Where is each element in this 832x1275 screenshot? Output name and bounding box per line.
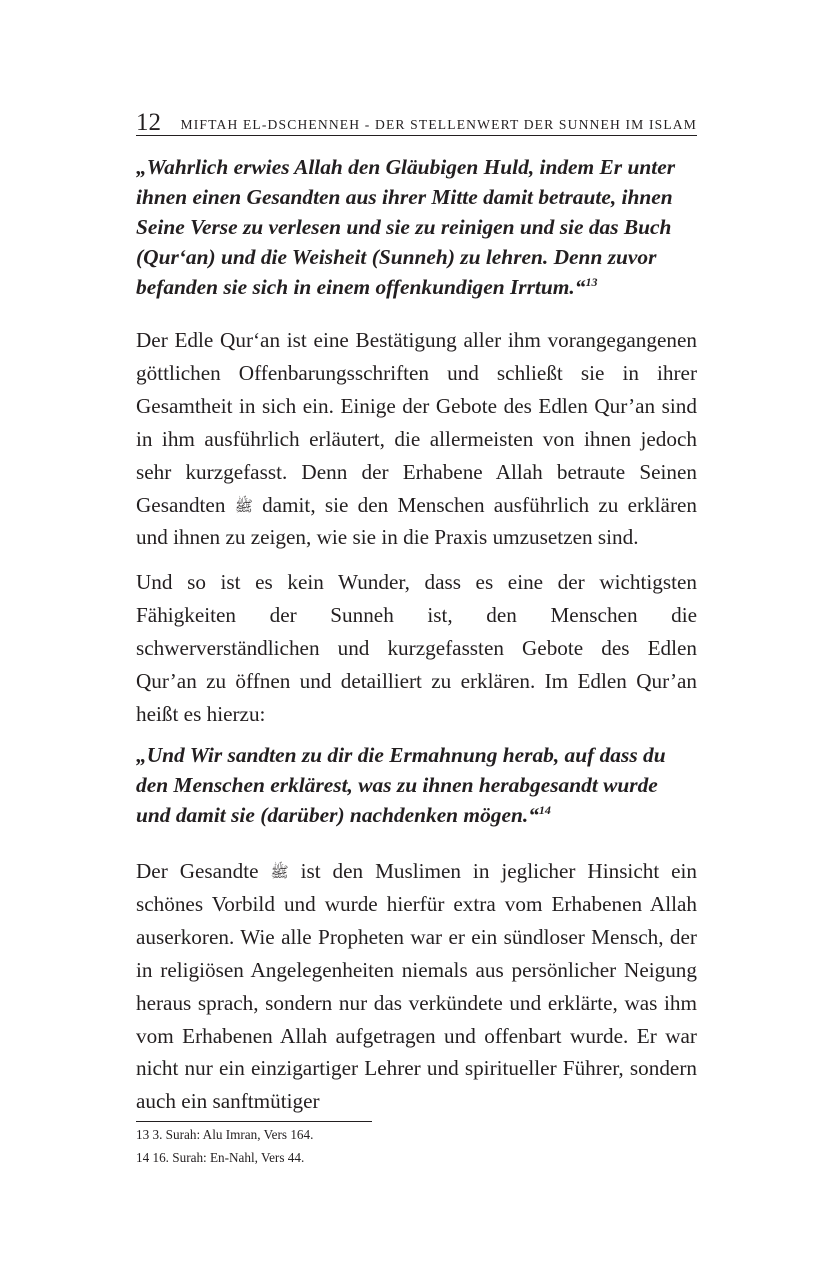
paragraph-text: ist den Muslimen in jeglicher Hinsicht ein schönes Vorbild und wurde hierfür extra vom Erhabenen Allah auserkoren. Wie alle Propheten war er ein sündloser Mensch, der in religiösen Angelegenheiten niemals aus persönlicher Neigung heraus sprach, sondern nur das verkündete und erklärte, was ihm vom Erhabenen Allah aufgetragen und offenbart wurde. Er war nicht nur ein einzigartiger Lehrer und spiritueller Führer, sondern auch ein sanftmütiger [136,859,698,1114]
paragraph-1 [136,324,697,554]
footnote-ref-13: 13 [585,275,598,289]
paragraph-text: Der Gesandte [136,859,259,883]
paragraph-text: damit, sie den Menschen ausführlich zu erklären und ihnen zu zeigen, wie sie in die Praxis umzusetzen sind. [136,492,698,550]
page-number: 12 [136,109,161,136]
page-header [136,109,697,137]
sallallahu-alaihi-wasallam-icon: ﷺ [270,865,289,881]
sallallahu-alaihi-wasallam-icon: ﷺ [234,498,253,515]
footnote-rule [136,1121,372,1122]
running-title: MIFTAH EL-DSCHENNEH - DER STELLENWERT DER SUNNEH IM ISLAM [180,117,697,132]
footnote-ref-14: 14 [538,803,551,817]
footnote-13: 13 3. Surah: Alu Imran, Vers 164. [136,1127,314,1142]
header-rule [136,135,697,136]
paragraph-3 [136,855,697,1118]
quran-quote-1 [136,152,697,302]
paragraph-2 [136,566,697,731]
paragraph-text: Und so ist es kein Wunder, dass es eine der wichtigsten Fähigkeiten der Sunneh ist, den Menschen die schwerverständlichen und kurzgefassten Gebote des Edlen Qur’an zu öffnen und detailliert zu erklären. Im Edlen Qur’an heißt es hierzu: [136,570,697,726]
quote-text: „Und Wir sandten zu dir die Ermahnung herab, auf dass du den Menschen erklärest, was zu ihnen herabgesandt wurde und damit sie (darüber) nachdenken mögen.“ [136,743,666,827]
quran-quote-2 [136,740,697,830]
paragraph-text: Der Edle Qur‘an ist eine Bestätigung aller ihm vorangegangenen göttlichen Offenbarungsschriften und schließt sie in ihrer Gesamtheit in sich ein. Einige der Gebote des Edlen Qur’an sind in ihm ausführlich erläutert, die allermeisten von ihnen jedoch sehr kurzgefasst. Denn der Erhabene Allah betraute Seinen Gesandten [136,328,697,517]
quote-text: „Wahrlich erwies Allah den Gläubigen Huld, indem Er unter ihnen einen Gesandten aus ihrer Mitte damit betraute, ihnen Seine Verse zu verlesen und sie zu reinigen und sie das Buch (Qur‘an) und die Weisheit (Sunneh) zu lehren. Denn zuvor befanden sie sich in einem offenkundigen Irrtum.“ [136,155,676,299]
footnote-14: 14 16. Surah: En-Nahl, Vers 44. [136,1150,305,1165]
